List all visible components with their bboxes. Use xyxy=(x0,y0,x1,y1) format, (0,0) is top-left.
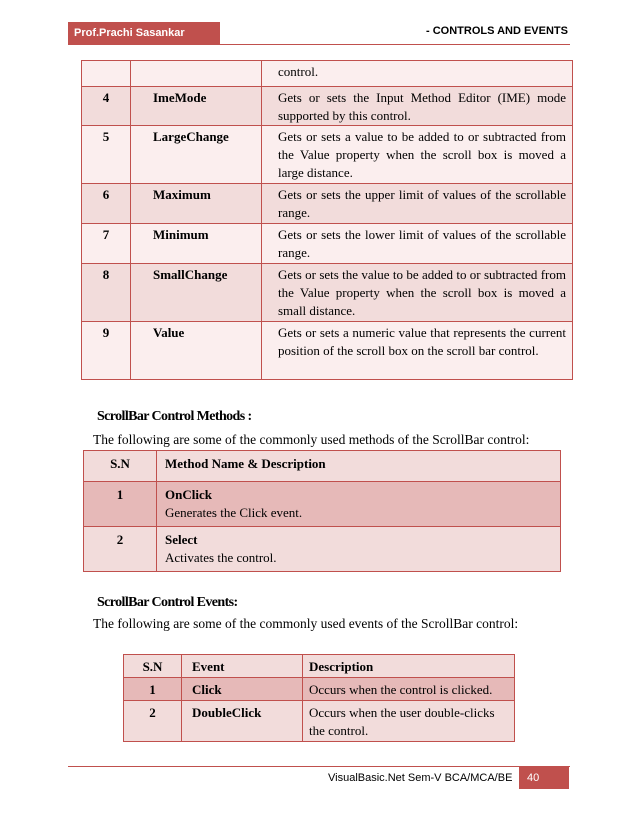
property-name: Minimum xyxy=(131,224,262,264)
footer-rule xyxy=(68,766,570,767)
table-row xyxy=(124,678,515,701)
methods-table xyxy=(83,450,561,572)
page-number: 40 xyxy=(519,767,569,789)
property-description: Gets or sets the upper limit of values of the scrollable range. xyxy=(262,184,573,224)
table-row xyxy=(82,322,573,380)
method-description: Generates the Click event. xyxy=(165,505,303,520)
property-name: LargeChange xyxy=(131,126,262,184)
header-title: - CONTROLS AND EVENTS xyxy=(426,25,568,37)
header-author: Prof.Prachi Sasankar xyxy=(68,22,220,44)
footer-text: VisualBasic.Net Sem-V BCA/MCA/BE xyxy=(328,772,513,784)
column-header-event: Event xyxy=(182,655,303,678)
row-number: 8 xyxy=(82,264,131,322)
table-header-row xyxy=(84,451,561,482)
table-row xyxy=(84,482,561,527)
table-row xyxy=(82,184,573,224)
table-row xyxy=(82,126,573,184)
event-name: Click xyxy=(182,678,303,701)
property-description: Gets or sets a numeric value that represents the current position of the scroll box on the scroll bar control. xyxy=(262,322,573,380)
methods-intro: The following are some of the commonly used methods of the ScrollBar control: xyxy=(93,432,530,447)
table-row xyxy=(124,701,515,742)
events-table xyxy=(123,654,515,742)
column-header-sn: S.N xyxy=(84,451,157,482)
row-number: 9 xyxy=(82,322,131,380)
table-row xyxy=(82,224,573,264)
table-row xyxy=(82,61,573,87)
property-name: Value xyxy=(131,322,262,380)
property-name xyxy=(131,61,262,87)
method-cell xyxy=(157,482,561,527)
property-name: Maximum xyxy=(131,184,262,224)
property-name: ImeMode xyxy=(131,87,262,126)
method-cell xyxy=(157,527,561,572)
event-description: Occurs when the control is clicked. xyxy=(303,678,515,701)
header-rule xyxy=(68,44,570,45)
table-header-row xyxy=(124,655,515,678)
column-header-description: Description xyxy=(303,655,515,678)
events-heading: ScrollBar Control Events: xyxy=(97,595,238,610)
row-number: 2 xyxy=(124,701,182,742)
table-row xyxy=(82,87,573,126)
table-row xyxy=(82,264,573,322)
property-description: Gets or sets a value to be added to or subtracted from the Value property when the scroll box is moved a large distance. xyxy=(262,126,573,184)
row-number: 7 xyxy=(82,224,131,264)
row-number: 1 xyxy=(84,482,157,527)
method-name: Select xyxy=(165,532,198,547)
property-description: Gets or sets the lower limit of values of the scrollable range. xyxy=(262,224,573,264)
method-description: Activates the control. xyxy=(165,550,277,565)
events-intro: The following are some of the commonly used events of the ScrollBar control: xyxy=(93,616,519,631)
event-name: DoubleClick xyxy=(182,701,303,742)
row-number: 1 xyxy=(124,678,182,701)
row-number: 5 xyxy=(82,126,131,184)
event-description: Occurs when the user double-clicks the control. xyxy=(303,701,515,742)
methods-heading: ScrollBar Control Methods : xyxy=(97,409,252,424)
column-header-sn: S.N xyxy=(124,655,182,678)
column-header-method: Method Name & Description xyxy=(157,451,561,482)
row-number xyxy=(82,61,131,87)
row-number: 4 xyxy=(82,87,131,126)
property-description: Gets or sets the value to be added to or subtracted from the Value property when the scroll box is moved a small distance. xyxy=(262,264,573,322)
property-name: SmallChange xyxy=(131,264,262,322)
row-number: 6 xyxy=(82,184,131,224)
row-number: 2 xyxy=(84,527,157,572)
table-row xyxy=(84,527,561,572)
properties-table xyxy=(81,60,573,380)
property-description: control. xyxy=(262,61,573,87)
method-name: OnClick xyxy=(165,487,212,502)
property-description: Gets or sets the Input Method Editor (IME) mode supported by this control. xyxy=(262,87,573,126)
